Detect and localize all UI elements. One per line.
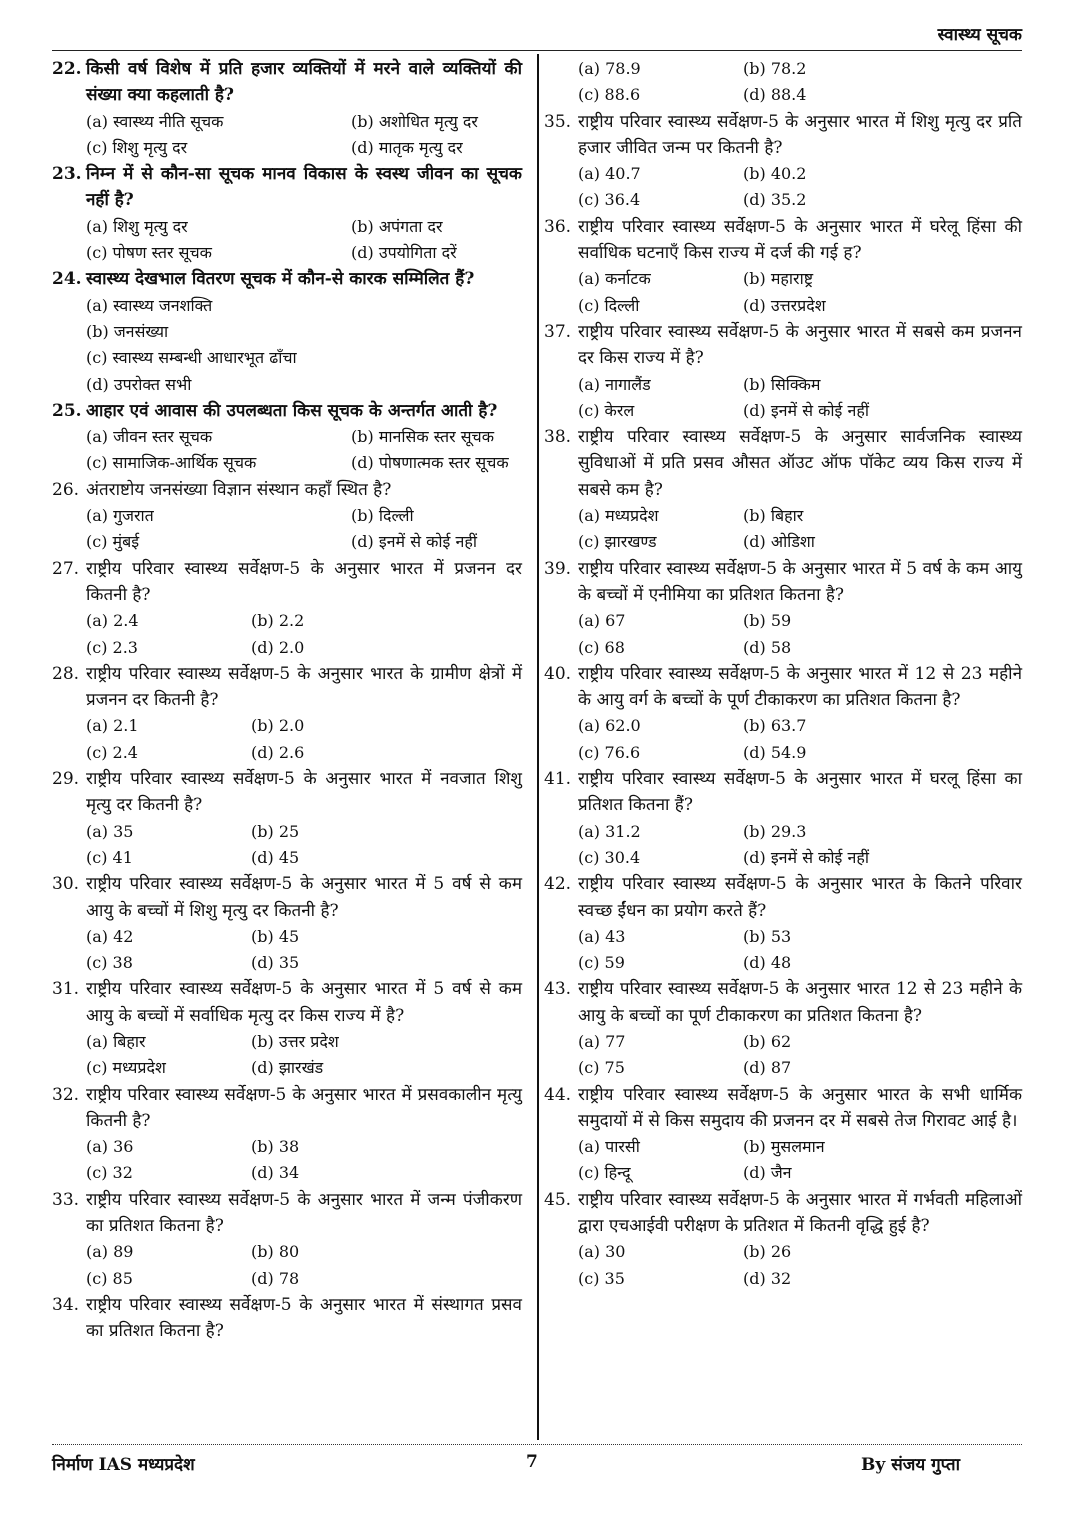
answer-option: (d) 2.6 <box>251 742 305 762</box>
question-number: 33. <box>52 1189 80 1210</box>
option-row <box>52 1160 522 1186</box>
answer-option: (d) 35 <box>251 953 300 973</box>
answer-option: (d) इनमें से कोई नहीं <box>743 400 869 420</box>
answer-option: (b) बिहार <box>743 506 804 526</box>
option-row <box>544 740 1022 766</box>
question-number: 25. <box>52 400 82 421</box>
answer-option: (c) 59 <box>578 953 625 973</box>
answer-option: (b) 78.2 <box>743 59 807 78</box>
answer-option: (c) झारखण्ड <box>578 532 657 552</box>
option-row <box>544 529 1022 555</box>
question-text: राष्ट्रीय परिवार स्वास्थ्य सर्वेक्षण-5 के अनुसार भारत में 12 से 23 महीने के आयु वर्ग के बच्चों के पूर्ण टीकाकरण का प्रतिशत कितना है? <box>578 663 1022 711</box>
answer-option: (a) 2.4 <box>86 611 139 631</box>
question-text: राष्ट्रीय परिवार स्वास्थ्य सर्वेक्षण-5 के अनुसार भारत के सभी धार्मिक समुदायों में से किस समुदाय की प्रजनन दर में सबसे तेज गिरावट आई है। <box>578 1084 1022 1131</box>
option-row <box>544 503 1022 529</box>
question-number: 38. <box>544 427 572 448</box>
answer-option: (c) 30.4 <box>578 847 641 867</box>
answer-option: (d) 48 <box>743 953 792 973</box>
question-number: 32. <box>52 1084 80 1105</box>
question <box>544 424 1022 503</box>
question <box>544 1082 1022 1135</box>
answer-option: (d) 45 <box>251 847 300 867</box>
answer-option: (c) 88.6 <box>578 85 641 105</box>
answer-option: (b) दिल्ली <box>351 506 414 526</box>
answer-option: (a) गुजरात <box>86 506 154 526</box>
question <box>544 871 1022 924</box>
answer-option: (c) 2.4 <box>86 742 138 762</box>
question-number: 40. <box>544 663 572 684</box>
answer-option: (c) पोषण स्तर सूचक <box>86 243 212 263</box>
option-row <box>544 1239 1022 1265</box>
answer-option: (c) स्वास्थ्य सम्बन्धी आधारभूत ढाँचा <box>86 348 297 368</box>
option-row <box>52 345 522 371</box>
question-text: स्वास्थ्य देखभाल वितरण सूचक में कौन-से कारक सम्मिलित हैं? <box>86 269 475 290</box>
question <box>52 1082 522 1135</box>
question <box>52 1187 522 1240</box>
question <box>52 398 522 424</box>
page-number: 7 <box>526 1452 538 1472</box>
answer-option: (a) 62.0 <box>578 716 641 736</box>
answer-option: (a) 78.9 <box>578 59 641 78</box>
question <box>544 556 1022 609</box>
page-header-title: स्वास्थ्य सूचक <box>937 25 1022 45</box>
answer-option: (b) 38 <box>251 1137 300 1157</box>
option-row <box>52 319 522 345</box>
question-number: 44. <box>544 1084 572 1105</box>
option-row <box>544 266 1022 292</box>
option-row <box>52 372 522 398</box>
question-text: राष्ट्रीय परिवार स्वास्थ्य सर्वेक्षण-5 के अनुसार भारत में नवजात शिशु मृत्यु दर कितनी है? <box>86 769 522 816</box>
question <box>544 214 1022 267</box>
question-text: राष्ट्रीय परिवार स्वास्थ्य सर्वेक्षण-5 के अनुसार भारत में शिशु मृत्यु दर प्रति हजार जीवित जन्म पर कितनी है? <box>578 111 1022 158</box>
option-row <box>52 1266 522 1292</box>
question-number: 31. <box>52 979 80 1000</box>
answer-option: (c) 32 <box>86 1163 133 1183</box>
answer-option: (d) 35.2 <box>743 190 807 210</box>
question-text: राष्ट्रीय परिवार स्वास्थ्य सर्वेक्षण-5 के अनुसार सार्वजनिक स्वास्थ्य सुविधाओं में प्रति प्रसव औसत ऑउट ऑफ पॉकेट व्यय किस राज्य में सबसे कम है? <box>578 427 1022 500</box>
answer-option: (b) सिक्किम <box>743 374 821 394</box>
answer-option: (a) 42 <box>86 926 134 946</box>
question <box>52 1292 522 1345</box>
answer-option: (b) मुसलमान <box>743 1137 825 1157</box>
question-number: 29. <box>52 769 80 790</box>
question-number: 43. <box>544 979 572 1000</box>
question <box>544 766 1022 819</box>
question <box>52 871 522 924</box>
question-text: राष्ट्रीय परिवार स्वास्थ्य सर्वेक्षण-5 के अनुसार भारत में घरेलू हिंसा की सर्वाधिक घटनाएँ किस राज्य में दर्ज की गई ह? <box>578 216 1022 264</box>
answer-option: (d) 58 <box>743 637 792 657</box>
question-text: राष्ट्रीय परिवार स्वास्थ्य सर्वेक्षण-5 के अनुसार भारत में प्रसवकालीन मृत्यु कितनी है? <box>86 1084 522 1131</box>
answer-option: (c) 41 <box>86 847 133 867</box>
question-number: 28. <box>52 663 80 684</box>
option-row <box>52 740 522 766</box>
answer-option: (d) झारखंड <box>251 1058 324 1078</box>
option-row <box>52 450 522 476</box>
question-text: राष्ट्रीय परिवार स्वास्थ्य सर्वेक्षण-5 के अनुसार भारत में जन्म पंजीकरण का प्रतिशत कितना है? <box>86 1189 522 1237</box>
answer-option: (b) अपंगता दर <box>351 216 443 236</box>
answer-option: (a) 2.1 <box>86 716 139 736</box>
option-row <box>544 372 1022 398</box>
answer-option: (a) बिहार <box>86 1031 146 1051</box>
option-row <box>52 1029 522 1055</box>
answer-option: (c) 68 <box>578 637 625 657</box>
answer-option: (b) 2.0 <box>251 716 305 736</box>
question <box>52 556 522 609</box>
answer-option: (d) इनमें से कोई नहीं <box>351 532 477 552</box>
option-row <box>544 713 1022 739</box>
question-text: अंतराष्टोय जनसंख्या विज्ञान संस्थान कहाँ स्थित है? <box>86 479 392 500</box>
question <box>544 109 1022 162</box>
answer-option: (a) 30 <box>578 1242 626 1262</box>
answer-option: (a) 31.2 <box>578 821 641 841</box>
option-row <box>544 398 1022 424</box>
question-number: 35. <box>544 111 572 132</box>
question-number: 42. <box>544 874 572 895</box>
answer-option: (c) 76.6 <box>578 742 641 762</box>
option-row <box>52 424 522 450</box>
question-number: 24. <box>52 269 82 290</box>
option-row <box>544 293 1022 319</box>
option-row <box>52 1239 522 1265</box>
answer-option: (b) 2.2 <box>251 611 305 631</box>
question-text: राष्ट्रीय परिवार स्वास्थ्य सर्वेक्षण-5 के अनुसार भारत में घरलू हिंसा का प्रतिशत कितना हैं? <box>578 769 1022 816</box>
answer-option: (c) 75 <box>578 1058 625 1078</box>
answer-option: (a) नागालैंड <box>578 374 651 394</box>
option-row <box>52 635 522 661</box>
question-text: राष्ट्रीय परिवार स्वास्थ्य सर्वेक्षण-5 के अनुसार भारत में सबसे कम प्रजनन दर किस राज्य में है? <box>578 321 1022 369</box>
answer-option: (d) उपयोगिता दरें <box>351 243 457 263</box>
answer-option: (d) जैन <box>743 1163 792 1183</box>
answer-option: (a) 67 <box>578 611 626 631</box>
option-row <box>544 635 1022 661</box>
answer-option: (c) 2.3 <box>86 637 138 657</box>
answer-option: (a) 36 <box>86 1137 134 1157</box>
option-row <box>544 845 1022 871</box>
answer-option: (b) 59 <box>743 611 792 631</box>
question-number: 30. <box>52 874 80 895</box>
option-row <box>52 529 522 555</box>
left-question-column <box>52 56 522 1345</box>
answer-option: (d) 54.9 <box>743 742 807 762</box>
option-row <box>544 1029 1022 1055</box>
question-text: निम्न में से कौन-सा सूचक मानव विकास के स्वस्थ जीवन का सूचक नहीं है? <box>86 164 522 211</box>
answer-option: (b) अशोधित मृत्यु दर <box>351 111 478 131</box>
option-row <box>52 214 522 240</box>
option-row <box>544 1266 1022 1292</box>
question <box>52 161 522 214</box>
answer-option: (d) 2.0 <box>251 637 305 657</box>
right-question-column <box>544 56 1022 1292</box>
answer-option: (a) मध्यप्रदेश <box>578 506 659 526</box>
question <box>544 976 1022 1029</box>
option-row <box>52 109 522 135</box>
option-row <box>52 819 522 845</box>
answer-option: (a) शिशु मृत्यु दर <box>86 216 188 236</box>
answer-option: (b) मानसिक स्तर सूचक <box>351 427 494 447</box>
option-row <box>52 845 522 871</box>
answer-option: (c) हिन्दू <box>578 1163 631 1183</box>
option-row <box>544 1134 1022 1160</box>
question-text: राष्ट्रीय परिवार स्वास्थ्य सर्वेक्षण-5 के अनुसार भारत में प्रजनन दर कितनी है? <box>86 558 522 605</box>
question <box>52 56 522 109</box>
answer-option: (a) 40.7 <box>578 164 641 184</box>
answer-option: (d) 32 <box>743 1268 792 1288</box>
question <box>52 976 522 1029</box>
question <box>52 477 522 503</box>
option-row <box>52 713 522 739</box>
option-row <box>52 293 522 319</box>
question <box>544 1187 1022 1240</box>
question-number: 37. <box>544 321 572 342</box>
answer-option: (d) 88.4 <box>743 85 807 105</box>
option-row <box>52 608 522 634</box>
question-text: किसी वर्ष विशेष में प्रति हजार व्यक्तियों में मरने वाले व्यक्तियों की संख्या क्या कहलाती है? <box>86 59 522 106</box>
answer-option: (c) 36.4 <box>578 190 641 210</box>
option-row <box>544 819 1022 845</box>
question-number: 27. <box>52 558 80 579</box>
footer-author: By संजय गुप्ता <box>861 1455 960 1475</box>
question <box>52 766 522 819</box>
option-row <box>52 135 522 161</box>
question-text: राष्ट्रीय परिवार स्वास्थ्य सर्वेक्षण-5 के अनुसार भारत में 5 वर्ष से कम आयु के बच्चों में शिशु मृत्यु दर कितनी है? <box>86 874 522 921</box>
answer-option: (a) 77 <box>578 1031 626 1051</box>
question-number: 41. <box>544 769 572 790</box>
answer-option: (d) 34 <box>251 1163 300 1183</box>
question <box>544 319 1022 372</box>
answer-option: (d) मातृक मृत्यु दर <box>351 137 463 157</box>
answer-option: (c) मुंबई <box>86 532 140 552</box>
answer-option: (b) 53 <box>743 926 792 946</box>
answer-option: (b) 80 <box>251 1242 300 1262</box>
option-row <box>52 950 522 976</box>
footer-divider <box>52 1444 1022 1445</box>
answer-option: (c) केरल <box>578 400 635 420</box>
question <box>544 661 1022 714</box>
answer-option: (a) 43 <box>578 926 626 946</box>
question <box>52 266 522 292</box>
question-text: राष्ट्रीय परिवार स्वास्थ्य सर्वेक्षण-5 के अनुसार भारत में गर्भवती महिलाओं द्वारा एचआईवी परीक्षण के प्रतिशत में कितनी वृद्धि हुई है? <box>578 1189 1022 1237</box>
question-number: 23. <box>52 164 82 185</box>
answer-option: (b) महाराष्ट्र <box>743 269 814 289</box>
header-divider <box>52 50 1022 51</box>
answer-option: (c) मध्यप्रदेश <box>86 1058 166 1078</box>
answer-option: (b) जनसंख्या <box>86 321 169 341</box>
column-divider <box>537 54 539 1440</box>
answer-option: (b) 45 <box>251 926 300 946</box>
answer-option: (a) पारसी <box>578 1137 640 1157</box>
question-text: राष्ट्रीय परिवार स्वास्थ्य सर्वेक्षण-5 के अनुसार भारत 12 से 23 महीने के आयु के बच्चों का पूर्ण टीकाकरण का प्रतिशत कितना है? <box>578 979 1022 1026</box>
answer-option: (d) इनमें से कोई नहीं <box>743 847 869 867</box>
option-row <box>52 503 522 529</box>
answer-option: (a) स्वास्थ्य जनशक्ति <box>86 295 213 315</box>
question-number: 26. <box>52 479 80 500</box>
answer-option: (a) स्वास्थ्य नीति सूचक <box>86 111 224 131</box>
option-row <box>544 187 1022 213</box>
question-text: राष्ट्रीय परिवार स्वास्थ्य सर्वेक्षण-5 के अनुसार भारत में 5 वर्ष से कम आयु के बच्चों में सर्वाधिक मृत्यु दर किस राज्य में है? <box>86 979 522 1026</box>
answer-option: (a) कर्नाटक <box>578 269 651 289</box>
answer-option: (b) 63.7 <box>743 716 807 736</box>
answer-option: (d) ओडिशा <box>743 532 815 552</box>
option-row <box>544 1055 1022 1081</box>
answer-option: (c) शिशु मृत्यु दर <box>86 137 188 157</box>
answer-option: (b) 29.3 <box>743 821 807 841</box>
answer-option: (d) 78 <box>251 1268 300 1288</box>
answer-option: (c) दिल्ली <box>578 295 640 315</box>
answer-option: (d) उपरोक्त सभी <box>86 374 192 394</box>
question-text: राष्ट्रीय परिवार स्वास्थ्य सर्वेक्षण-5 के अनुसार भारत के ग्रामीण क्षेत्रों में प्रजनन दर कितनी है? <box>86 663 522 711</box>
answer-option: (d) उत्तरप्रदेश <box>743 295 826 315</box>
question-text: राष्ट्रीय परिवार स्वास्थ्य सर्वेक्षण-5 के अनुसार भारत के कितने परिवार स्वच्छ ईंधन का प्रयोग करते हैं? <box>578 874 1022 921</box>
answer-option: (a) जीवन स्तर सूचक <box>86 427 213 447</box>
answer-option: (c) 38 <box>86 953 133 973</box>
answer-option: (c) 35 <box>578 1268 625 1288</box>
option-row <box>52 924 522 950</box>
answer-option: (d) पोषणात्मक स्तर सूचक <box>351 453 509 473</box>
option-row <box>544 608 1022 634</box>
answer-option: (a) 35 <box>86 821 134 841</box>
question-number: 36. <box>544 216 572 237</box>
question-number: 22. <box>52 59 82 79</box>
answer-option: (b) 26 <box>743 1242 792 1262</box>
option-row <box>544 924 1022 950</box>
option-row <box>52 1055 522 1081</box>
answer-option: (d) 87 <box>743 1058 792 1078</box>
answer-option: (c) 85 <box>86 1268 133 1288</box>
answer-option: (b) उत्तर प्रदेश <box>251 1031 339 1051</box>
question-number: 34. <box>52 1294 80 1315</box>
answer-option: (b) 62 <box>743 1031 792 1051</box>
answer-option: (b) 25 <box>251 821 300 841</box>
question-number: 39. <box>544 558 572 579</box>
option-row <box>544 950 1022 976</box>
option-row <box>52 1134 522 1160</box>
question-text: आहार एवं आवास की उपलब्धता किस सूचक के अन्तर्गत आती है? <box>86 400 498 421</box>
option-row <box>544 56 1022 82</box>
option-row <box>52 240 522 266</box>
footer-publisher: निर्माण IAS मध्यप्रदेश <box>52 1455 195 1475</box>
option-row <box>544 82 1022 108</box>
answer-option: (a) 89 <box>86 1242 134 1262</box>
option-row <box>544 161 1022 187</box>
question-text: राष्ट्रीय परिवार स्वास्थ्य सर्वेक्षण-5 के अनुसार भारत में संस्थागत प्रसव का प्रतिशत कितना है? <box>86 1294 522 1342</box>
answer-option: (c) सामाजिक-आर्थिक सूचक <box>86 453 257 473</box>
option-row <box>544 1160 1022 1186</box>
question <box>52 661 522 714</box>
question-text: राष्ट्रीय परिवार स्वास्थ्य सर्वेक्षण-5 के अनुसार भारत में 5 वर्ष के कम आयु के बच्चों में एनीमिया का प्रतिशत कितना है? <box>578 558 1022 605</box>
answer-option: (b) 40.2 <box>743 164 807 184</box>
question-number: 45. <box>544 1189 572 1210</box>
